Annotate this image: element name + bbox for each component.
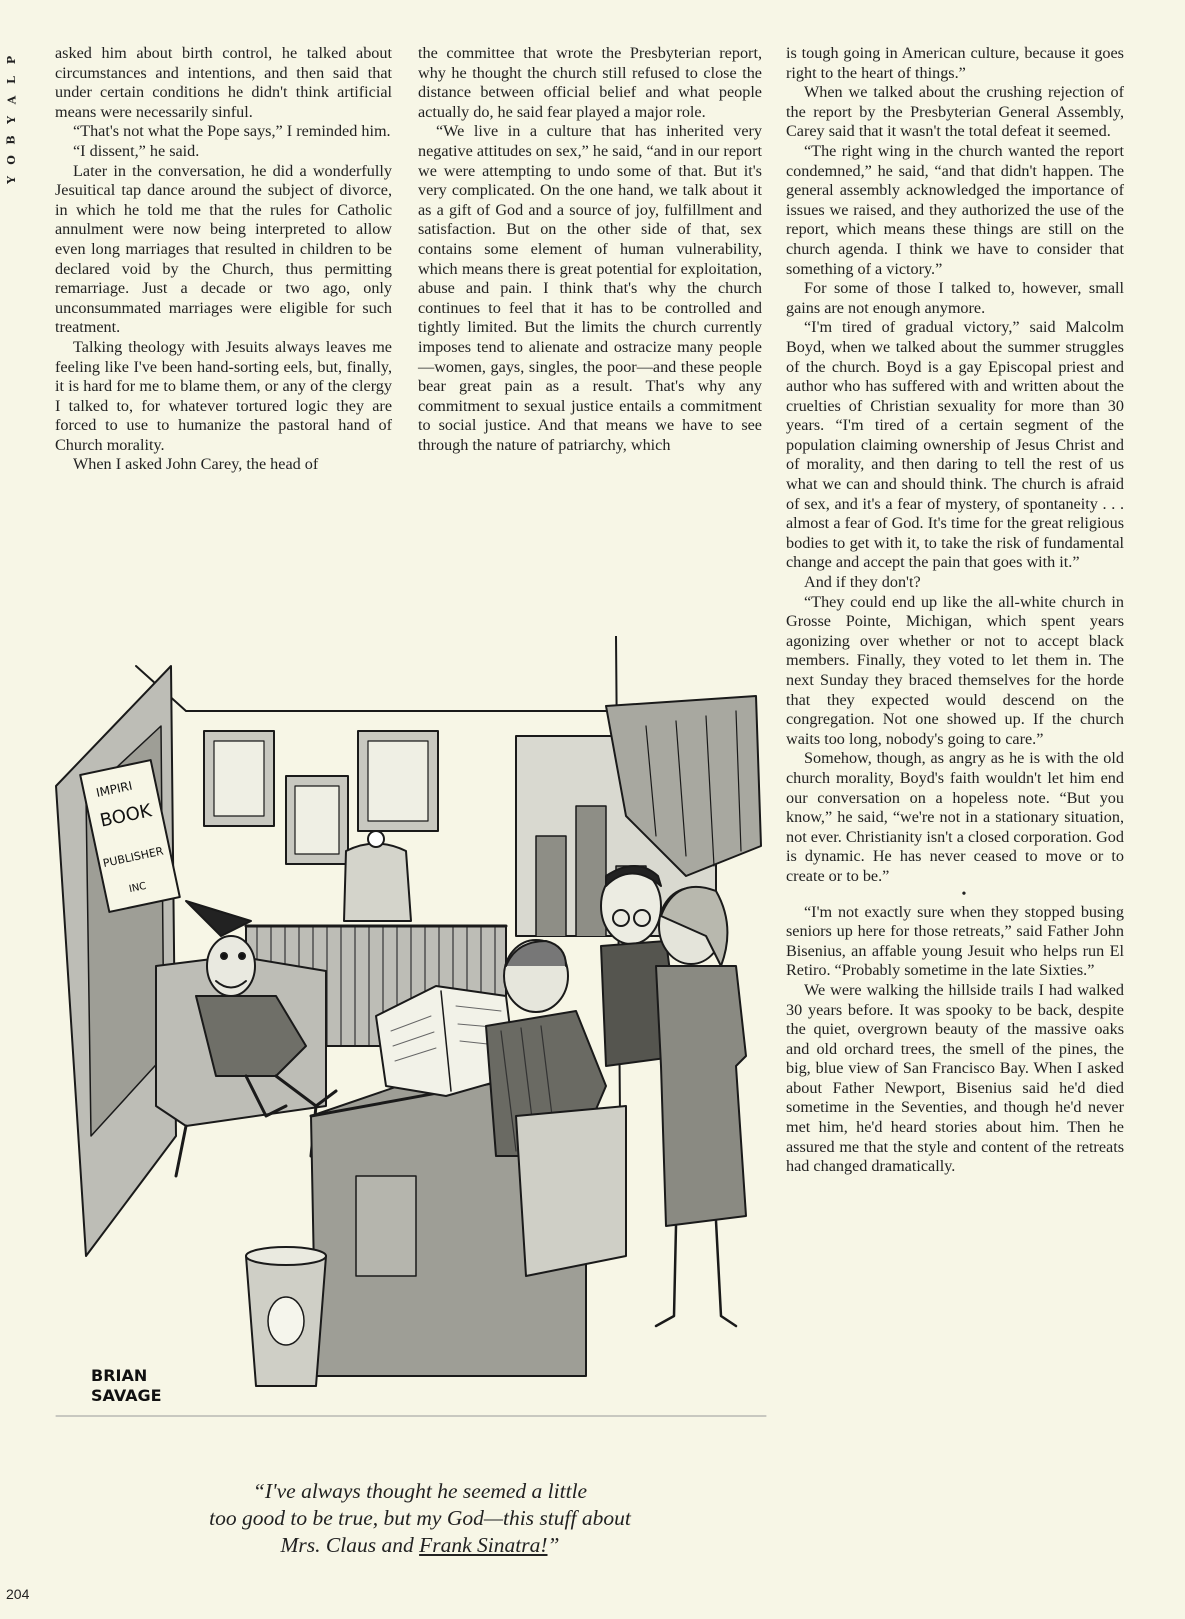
cartoon-illustration: [46, 636, 768, 1453]
text-column-1: [55, 44, 392, 475]
woman-body: [656, 966, 746, 1226]
paragraph: For some of those I talked to, however, small gains are not enough anymore.: [786, 279, 1124, 317]
artist-signature-2: SAVAGE: [91, 1386, 162, 1405]
running-head-letter: P: [5, 55, 18, 65]
caption-line-2: too good to be true, but my God—this stuff about: [209, 1506, 631, 1530]
sign-line-2: BOOK: [98, 800, 154, 832]
artist-signature-1: BRIAN: [91, 1366, 148, 1385]
paragraph: “The right wing in the church wanted the report condemned,” he said, “and that didn't happen. The general assembly acknowledged the importance of issues we raised, and they authorized the use of the report, which means these things are still on the church agenda. I think we have to consider that something of a victory.”: [786, 141, 1124, 278]
paragraph: We were walking the hillside trails I had walked 30 years before. It was spooky to be back, despite the quiet, overgrown beauty of the massive oaks and old orchard trees, the smell of the pines, the big, blue view of San Francisco Bay. When I asked about Father Newport, Bisenius said he'd died sometime in the Seventies, and though he'd never met him, he'd heard stories about him. Then he assured me that the style and content of the retreats had changed dramatically.: [786, 980, 1124, 1176]
text-column-3: [786, 44, 1124, 1177]
page-number: 204: [6, 1586, 30, 1602]
sign-line-4: INC: [128, 880, 148, 896]
paragraph: “I'm not exactly sure when they stopped busing seniors up here for those retreats,” said Father John Bisenius, an affable young Jesuit who helps run El Retiro. “Probably sometime in the late Sixties.”: [786, 902, 1124, 980]
paragraph: “I dissent,” he said.: [73, 141, 200, 160]
text-column-2: [418, 44, 762, 455]
paragraph: When we talked about the crushing rejection of the report by the Presbyterian General Assembly, Carey said that it wasn't the total defeat it seemed.: [786, 83, 1124, 141]
jar: [344, 844, 411, 922]
paragraph: Later in the conversation, he did a wonderfully Jesuitical tap dance around the subject of divorce, in which he told me that the rules for Catholic annulment were now being interpreted to allow even long marriages that resulted in children to be declared void by the Church, thus permitting remarriage. Just a decade or two ago, only unconsummated marriages were eligible for such treatment.: [55, 161, 392, 337]
paragraph: And if they don't?: [804, 573, 921, 592]
paragraph: asked him about birth control, he talked about circumstances and intentions, and then said that under certain conditions he didn't think artificial means were necessarily sinful.: [55, 44, 392, 121]
sign-line-1: IMPIRI: [94, 778, 134, 800]
paragraph: “They could end up like the all-white church in Grosse Pointe, Michigan, which spent years agonizing over whether or not to accept black members. Finally, they voted to let them in. The next Sunday they braced themselves for the horde that they expected would descend on the congregation. Not one showed up. If the church waits too long, nobody's going to care.”: [786, 592, 1124, 748]
running-head-letter: L: [4, 76, 18, 84]
caption-line-3: Mrs. Claus and Frank Sinatra!”: [280, 1533, 560, 1557]
paragraph: Somehow, though, as angry as he is with the old church morality, Boyd's faith wouldn't let him end our conversation on a hopeless note. “But you know,” he said, “we're not in a stationary situation, not ever. Christianity isn't a closed corporation. God is dynamic. He has never ceased to move or to create or to be.”: [786, 749, 1124, 885]
caption-line-1: “I've always thought he seemed a little: [252, 1479, 588, 1503]
paragraph: “That's not what the Pope says,” I reminded him.: [73, 122, 391, 141]
sign-line-3: PUBLISHER: [101, 844, 165, 871]
paragraph: Talking theology with Jesuits always leaves me feeling like I've been hand-sorting eels, but, finally, it is hard for me to blame them, or any of the clergy I talked to, for whatever tortured logic they are forced to use to humanize the pastoral hand of Church morality.: [55, 337, 392, 454]
paragraph: is tough going in American culture, because it goes right to the heart of things.”: [786, 44, 1124, 82]
running-head-letter: O: [5, 155, 18, 165]
section-break-bullet: •: [961, 886, 967, 902]
running-head-letter: Y: [4, 176, 18, 184]
cartoon-caption: [140, 1478, 700, 1559]
paragraph: “We live in a culture that has inherited very negative attitudes on sex,” he said, “and in our report we were attempting to undo some of that. But it's very complicated. On the one hand, we talk about it as a gift of God and a source of joy, fulfillment and satisfaction. But on the other side of that, sex contains some element of human vulnerability, which means there is great potential for exploitation, abuse and pain. I think that's why the church continues to feel that it has to be controlled and tightly limited. But the limits the church currently imposes tend to alienate and ostracize many people—women, gays, singles, the poor—and these people bear great pain as a result. That's why any commitment to sexual justice entails a commitment to social justice. And that means we have to see through the nature of patriarchy, which: [418, 122, 762, 454]
paragraph: “I'm tired of gradual victory,” said Malcolm Boyd, when we talked about the summer struggles of the church. Boyd is a gay Episcopal priest and author who has suffered with and written about the cruelties of Christian sexuality for more than 30 years. “I'm tired of a certain segment of the population claiming ownership of Jesus Christ and of morality, and then daring to tell the rest of us what we can and should think. The church is afraid of sex, and it's a fear of mystery, of spontaneity . . . almost a fear of God. It's time for the great religious bodies to get with it, to take the risk of fundamental change and accept the pain that goes with it.”: [786, 318, 1124, 572]
running-head-letter: Y: [4, 116, 18, 124]
paragraph: the committee that wrote the Presbyterian report, why he thought the church still refused to close the distance between official belief and what people actually do, he said fear played a major role.: [418, 44, 762, 121]
elf-hat: [186, 901, 251, 936]
running-head: [4, 50, 20, 190]
running-head-letter: B: [5, 135, 18, 145]
office-chair: [516, 1106, 626, 1276]
running-head-letter: A: [4, 95, 18, 105]
paragraph: When I asked John Carey, the head of: [73, 455, 319, 474]
